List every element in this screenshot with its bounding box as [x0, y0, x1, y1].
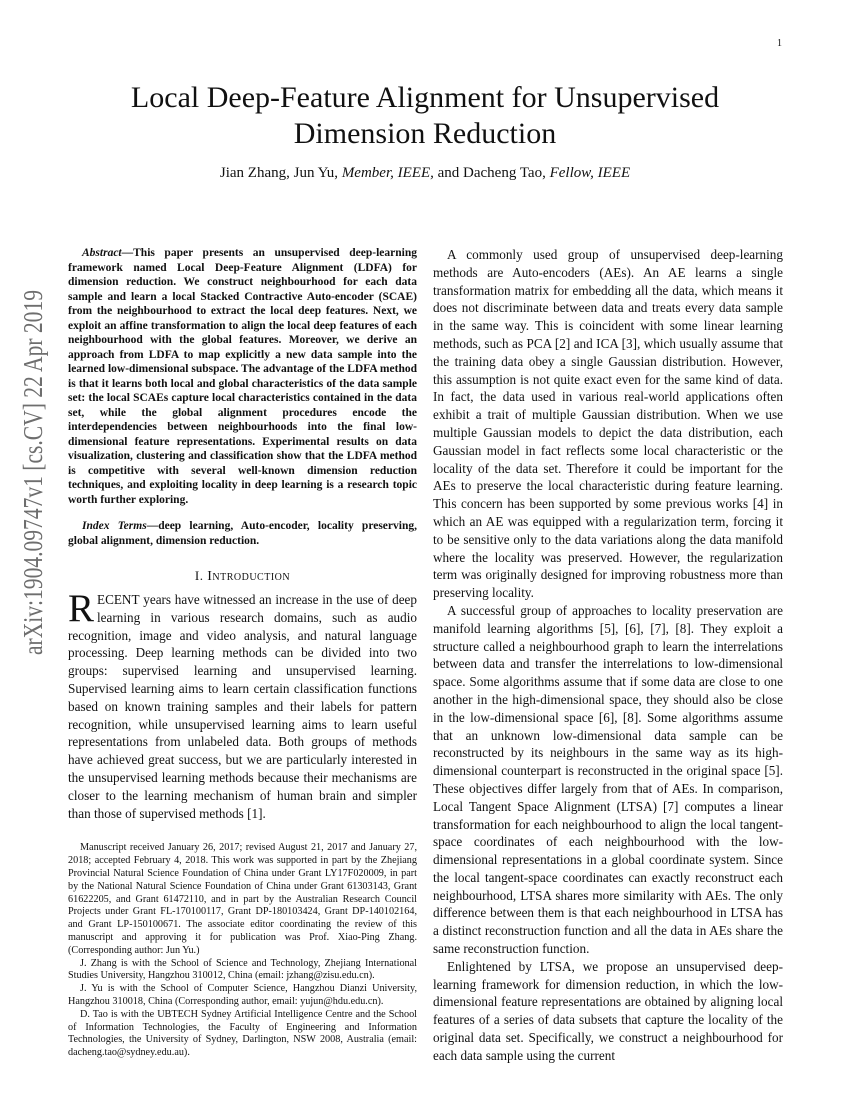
paper-title	[60, 80, 790, 152]
author-group-1: Jian Zhang, Jun Yu,	[219, 165, 339, 181]
footnotes	[68, 842, 417, 1060]
left-column	[68, 246, 417, 1060]
index-terms-label: Index Terms	[82, 520, 147, 532]
right-column	[433, 246, 783, 1065]
arxiv-stamp	[2, 290, 56, 660]
author-role-2: Fellow, IEEE	[549, 165, 631, 181]
title-line-1: Local Deep-Feature Alignment for Unsupervised	[130, 81, 720, 114]
abstract-text: —This paper presents an unsupervised deep-learning framework named Local Deep-Feature Alignment (LDFA) for dimension reduction. We construct neighbourhood for each data sample and learn a local Stacked Contractive Auto-encoder (SCAE) from the neighbourhood to extract the local deep features. Next, we exploit an affine transformation to align the local deep features of each neighbourhood with the global features. Moreover, we derive an approach from LDFA to map explicitly a new data sample into the learned low-dimensional subspace. The advantage of the LDFA method is that it learns both local and global characteristics of the data sample set: the local SCAEs capture local characteristics contained in the data set, while the global alignment procedures encode the interdependencies between neighbourhoods into the final low-dimensional feature representations. Experimental results on data visualization, clustering and classification show that the LDFA method is competitive with several well-known dimension reduction techniques, and exploiting locality in deep learning is a research topic worth further exploring.	[68, 247, 417, 506]
page-number: 1	[777, 38, 782, 49]
abstract	[68, 246, 417, 507]
footnote-author-1: J. Zhang is with the School of Science and Technology, Zhejiang International Studies University, Hangzhou 310012, China (email: jzhang@zisu.edu.cn).	[68, 957, 417, 982]
body-paragraph: A commonly used group of unsupervised deep-learning methods are Auto-encoders (AEs). An AE learns a single transformation matrix for embedding all the data, which means it does not discriminate between data and treats every data sample in the same way. This is coincident with some linear learning methods, such as PCA [2] and ICA [3], which usually assume that the training data obey a single Gaussian distribution. However, this assumption is not quite exact even for the same kind of data. In fact, the data used in various real-world applications often exhibit a trait of multiple Gaussian distribution. When we use multiple Gaussian models to depict the data distribution, each Gaussian model in fact reflects some local characteristic or the locality of the data set. Therefore it could be important for the AEs to preserve the local characteristic during feature learning. This concern has been supported by some previous works [4] in which an AE was equipped with a regularization term, forcing it to be sensitive only to the data variations along the data manifold where the locality was preserved. However, the regularization term was originally designed for improving robustness more than preserving locality.	[433, 247, 783, 601]
drop-cap: R	[68, 587, 95, 630]
section-title: Introduction	[207, 569, 291, 584]
intro-paragraph	[68, 587, 417, 822]
index-terms-text: —deep learning, Auto-encoder, locality preserving, global alignment, dimension reduction.	[68, 520, 417, 547]
footnote-manuscript: Manuscript received January 26, 2017; revised August 21, 2017 and January 27, 2018; accepted February 4, 2018. This work was supported in part by the Zhejiang Provincial Natural Science Foundation of China under Grant LY17F020009, in part by the National Natural Science Foundation of China under Grant 61303143, Grant 61622205, and Grant 61472110, and in part by the Australian Research Council Projects under Grant FL-170100117, Grant DP-180103424, Grant DP-140102164, and Grant LP-150100671. The associate editor coordinating the review of this manuscript and approving it for publication was Prof. Xiao-Ping Zhang. (Corresponding author: Jun Yu.)	[68, 842, 417, 956]
title-line-2: Dimension Reduction	[293, 117, 557, 150]
section-heading	[68, 568, 417, 585]
body-paragraph: Enlightened by LTSA, we propose an unsupervised deep-learning framework for dimension reduction, in which the low-dimensional feature representations are obtained by aligning local features of a series of data subsets that capture the locality of the original data set. Specifically, we construct a neighbourhood for each data sample using the current	[433, 958, 783, 1063]
author-role-1: Member, IEEE,	[341, 165, 434, 181]
arxiv-stamp-text: arXiv:1904.09747v1 [cs.CV] 22 Apr 2019	[18, 290, 48, 655]
abstract-label: Abstract	[82, 247, 122, 259]
author-group-2: and Dacheng Tao,	[437, 165, 546, 181]
intro-text: years have witnessed an increase in the use of deep learning in various research domains, such as audio recognition, image and video analysis, and natural language processing. Deep learning methods can be divided into two groups: supervised learning and unsupervised learning. Supervised learning aims to learn certain classification functions based on known training samples and their labels for pattern recognition, while unsupervised learning aims to learn useful representations from unlabeled data. Both groups of methods have achieved great success, but we are particularly interested in the unsupervised learning methods because their mechanisms are closer to the learning mechanism of human brain and simpler than those of supervised methods [1].	[68, 592, 417, 821]
footnote-author-3: D. Tao is with the UBTECH Sydney Artificial Intelligence Centre and the School of Information Technologies, the Faculty of Engineering and Information Technologies, the University of Sydney, Darlington, NSW 2008, Australia (email: dacheng.tao@sydney.edu.au).	[68, 1008, 417, 1059]
footnote-author-2: J. Yu is with the School of Computer Science, Hangzhou Dianzi University, Hangzhou 310018, China (Corresponding author, email: yujun@hdu.edu.cn).	[68, 983, 417, 1007]
section-number: I.	[194, 568, 204, 583]
author-line	[60, 163, 790, 183]
index-terms	[68, 519, 417, 548]
intro-first-word: ECENT	[97, 592, 140, 607]
arxiv-stamp-graphic	[2, 290, 56, 660]
body-paragraph: A successful group of approaches to locality preservation are manifold learning algorithms [5], [6], [7], [8]. They exploit a structure called a neighbourhood graph to learn the interrelations between data and transfer the interrelations to low-dimensional space. Some algorithms assume that if some data are close to one another in the high-dimensional space, they should also be close in the low-dimensional space [6], [8]. Some algorithms assume that an unknown low-dimensional data sample can be reconstructed by its neighbours in the same way as its high-dimensional counterpart is reconstructed in the original space [5]. These objectives differ largely from that of AEs. In comparison, Local Tangent Space Alignment (LTSA) [7] computes a linear transformation for each neighbourhood to align the local tangent-space coordinates of each neighbourhood with the low-dimensional representations in a global coordinate system. Since the local tangent-space coordinates can exactly reconstruct each neighbourhood, LTSA shares more similarity with AEs. The only difference between them is that each neighbourhood in LTSA has a distinct reconstruction function and all the data in AEs share the same reconstruction function.	[433, 602, 783, 957]
